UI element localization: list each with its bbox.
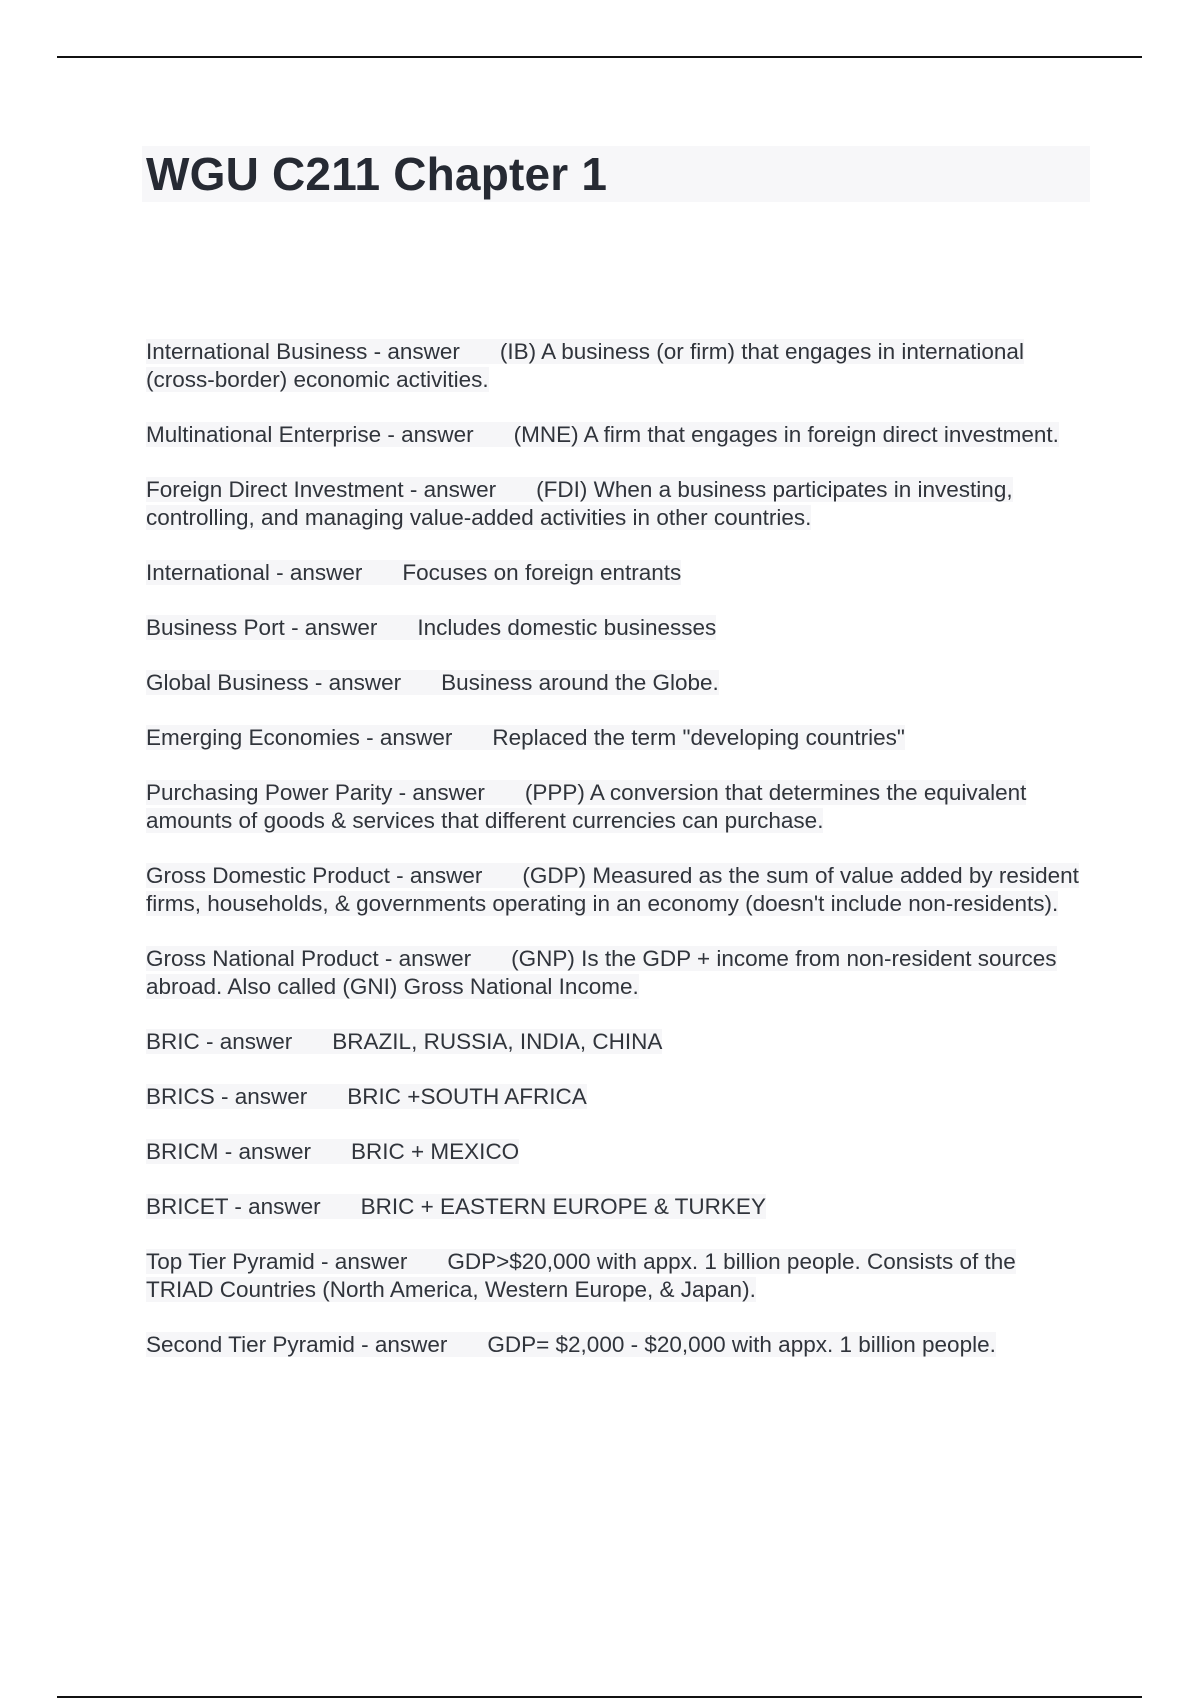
entry-term: BRICET - answer: [146, 1194, 321, 1219]
entry-term: International - answer: [146, 560, 363, 585]
flashcard-entry: [146, 476, 1086, 532]
entry-definition: GDP>$20,000 with appx. 1 billion people. Consists of the TRIAD Countries (North America, Western Europe, & Japan).: [146, 1249, 1016, 1302]
entry-term: Purchasing Power Parity - answer: [146, 780, 485, 805]
entry-term: Multinational Enterprise - answer: [146, 422, 474, 447]
entry-term: Global Business - answer: [146, 670, 402, 695]
flashcard-entry: [146, 614, 1086, 642]
flashcard-entry: [146, 559, 1086, 587]
flashcard-entry: [146, 338, 1086, 394]
entry-definition: (MNE) A firm that engages in foreign direct investment.: [513, 422, 1059, 447]
flashcard-entry: [146, 1193, 1086, 1221]
entry-definition: Includes domestic businesses: [417, 615, 717, 640]
flashcard-entry: [146, 1083, 1086, 1111]
entry-term: Top Tier Pyramid - answer: [146, 1249, 408, 1274]
entry-definition: BRIC + EASTERN EUROPE & TURKEY: [360, 1194, 766, 1219]
entry-term: Business Port - answer: [146, 615, 378, 640]
flashcard-list: [146, 338, 1086, 1386]
flashcard-entry: [146, 1028, 1086, 1056]
entry-term: Second Tier Pyramid - answer: [146, 1332, 448, 1357]
entry-definition: GDP= $2,000 - $20,000 with appx. 1 billion people.: [487, 1332, 996, 1357]
entry-term: Emerging Economies - answer: [146, 725, 453, 750]
flashcard-entry: [146, 1331, 1086, 1359]
entry-definition: (FDI) When a business participates in investing, controlling, and managing value-added activities in other countries.: [146, 477, 1013, 530]
flashcard-entry: [146, 669, 1086, 697]
entry-definition: (GDP) Measured as the sum of value added by resident firms, households, & governments operating in an economy (doesn't include non-residents).: [146, 863, 1079, 916]
entry-term: BRICS - answer: [146, 1084, 308, 1109]
entry-definition: (PPP) A conversion that determines the equivalent amounts of goods & services that different currencies can purchase.: [146, 780, 1027, 833]
entry-term: Gross Domestic Product - answer: [146, 863, 483, 888]
entry-definition: BRAZIL, RUSSIA, INDIA, CHINA: [332, 1029, 663, 1054]
top-rule: [57, 56, 1142, 58]
entry-definition: (IB) A business (or firm) that engages in international (cross-border) economic activities.: [146, 339, 1024, 392]
flashcard-entry: [146, 862, 1086, 918]
entry-definition: Business around the Globe.: [441, 670, 719, 695]
flashcard-entry: [146, 779, 1086, 835]
flashcard-entry: [146, 1248, 1086, 1304]
entry-definition: (GNP) Is the GDP + income from non-resident sources abroad. Also called (GNI) Gross National Income.: [146, 946, 1057, 999]
entry-definition: BRIC + MEXICO: [351, 1139, 520, 1164]
flashcard-entry: [146, 724, 1086, 752]
entry-term: BRIC - answer: [146, 1029, 293, 1054]
page-title: WGU C211 Chapter 1: [146, 148, 608, 200]
entry-term: Foreign Direct Investment - answer: [146, 477, 497, 502]
entry-term: BRICM - answer: [146, 1139, 312, 1164]
flashcard-entry: [146, 421, 1086, 449]
flashcard-entry: [146, 945, 1086, 1001]
bottom-rule: [57, 1696, 1142, 1698]
flashcard-entry: [146, 1138, 1086, 1166]
entry-term: Gross National Product - answer: [146, 946, 472, 971]
entry-term: International Business - answer: [146, 339, 460, 364]
entry-definition: BRIC +SOUTH AFRICA: [347, 1084, 587, 1109]
entry-definition: Focuses on foreign entrants: [402, 560, 682, 585]
entry-definition: Replaced the term "developing countries": [492, 725, 905, 750]
